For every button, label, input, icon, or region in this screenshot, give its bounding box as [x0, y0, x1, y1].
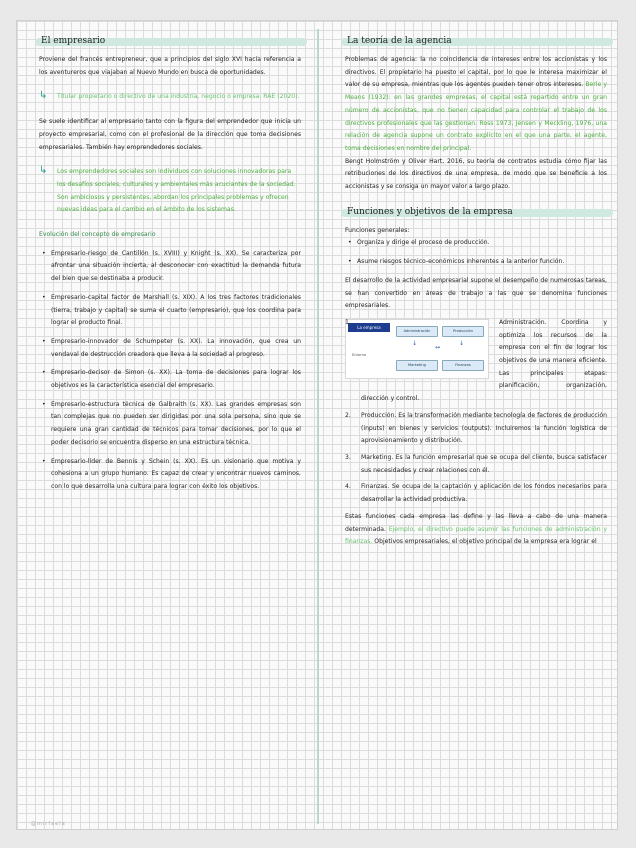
notebook-page — [16, 20, 618, 830]
signature: @mirfaela — [31, 821, 66, 827]
heading-agency — [345, 35, 607, 48]
curved-arrow-icon: ↳ — [39, 90, 48, 102]
heading-text: El empresario — [41, 36, 106, 46]
list-item: • Empresario-capital factor de Marshall (s. XIX). A los tres factores tradicionales (tierra, trabajo y capital) se suma el cuarto (empresario), que los coordina para lograr el producto final. — [51, 292, 301, 330]
heading-empresario — [39, 35, 301, 48]
agency-text: Problemas de agencia: la no coincidencia de intereses entre los accionistas y los directivos. El propietario ha puesto el capital, por lo que le interesa maximizar el valor de su empresa, mientras que los agentes pueden tener otros intereses. — [345, 56, 607, 89]
curved-arrow-icon: ↳ — [39, 165, 48, 177]
item-text: Marketing. Es la función empresarial que se ocupa del cliente, busca satisfacer sus necesidades y crear relaciones con él. — [361, 453, 607, 474]
diagram-environment-label: Entorno — [352, 352, 367, 357]
list-item: • Empresario-estructura técnica de Galbraith (s. XX). Las grandes empresas son tan complejas que no pueden ser dirigidas por una sola persona, sino que se requiere una gran cantidad de técnicos para tomar decisiones, por lo que el poder decisorio se encuentra disperso en una estructura técnica. — [51, 399, 301, 450]
list-item: • Organiza y dirige el proceso de producción. — [357, 237, 607, 250]
item-text: Finanzas. Se ocupa de la captación y aplicación de los fondos necesarios para desarrollar la actividad productiva. — [361, 483, 607, 504]
list-item: • Asume riesgos técnico-económicos inherentes a la anterior función. — [357, 256, 607, 269]
closing-example: Ejemplo, el directivo puede asumir las funciones de administración y finanzas. — [345, 525, 607, 546]
callout-text: Titular propietario o directivo de una industria, negocio o empresa. RAE (2020). — [57, 93, 300, 101]
evolution-list — [39, 248, 301, 494]
list-item: • Empresario-líder de Bennis y Schein (s. XX). Es un visionario que motiva y cohesiona a un grupo humano. Es capaz de crear y encontrar nuevos caminos, con lo que desarrolla una cultura para lograr con éxito los objetivos. — [51, 456, 301, 494]
paragraph-development: El desarrollo de la actividad empresarial supone el desempeño de numerosas tareas, se han convertido en áreas de trabajo a las que se denomina funciones empresariales. — [345, 276, 607, 310]
column-divider — [317, 29, 319, 824]
callout-social — [39, 166, 301, 217]
list-item — [345, 410, 607, 448]
item-number: 3. — [345, 453, 351, 461]
subheading-general: Funciones generales: — [345, 226, 410, 234]
right-column — [345, 35, 607, 561]
callout-text: Los emprendedores sociales son individuos con soluciones innovadoras para los desafíos sociales, culturales y ambientales más acuciantes de la sociedad. Son ambiciosos y persistentes, abordan los principales problemas y ofrecen nuevas ideas para el cambio en el ámbito de los sistemas. — [57, 168, 296, 214]
item-text: Producción. Es la transformación mediante tecnología de factores de producción (inputs) en bienes y servicios (outputs). Incluiremos la función logística de aprovisionamiento y distribución. — [361, 411, 607, 445]
diagram-box-finance: Finanzas — [442, 360, 484, 371]
item-number: 2. — [345, 411, 351, 419]
item-text: Administración. Coordina y optimiza los recursos de la empresa con el fin de lograr los objetivos de una manera eficiente. Las principales etapas: planificación, organización, dirección y control. — [361, 318, 607, 403]
agency-green-text: Berle y Means (1932): en las grandes empresas, el capital está repartido entre un gran número de accionistas, que no tienen capacidad para controlar el trabajo de los directivos profesionales que las gestionan. Ross 1973, Jensen y Meckling, 1976, una relación de agencia supone un contrato explícito en el que una parte, el agente, toma decisiones en nombre del principal. — [345, 81, 607, 152]
arrow-down-icon: ↓ — [459, 339, 465, 347]
list-item — [345, 452, 607, 477]
closing-text: Estas funciones cada empresa las define y las lleva a cabo de una manera determinada. — [345, 512, 607, 533]
callout-rae — [39, 91, 301, 104]
closing-objectives: Objetivos empresariales, el objetivo principal de la empresa era lograr el — [374, 538, 597, 546]
heading-functions — [345, 206, 607, 219]
left-column — [39, 35, 301, 504]
general-functions-list — [345, 237, 607, 268]
paragraph-holmstrom: Bengt Holmström y Oliver Hart, 2016, su teoría de contratos estudia cómo fijar las retribuciones de los directivos de una empresa, de modo que se beneficie a los accionistas y se consiga un mayor valor a largo plazo. — [345, 157, 607, 191]
functions-numbered-list — [345, 317, 607, 507]
item-number: 1. — [345, 318, 351, 326]
diagram-company-label: La empresa — [348, 323, 390, 332]
diagram-box-admin: Administración — [396, 326, 438, 337]
heading-text: Funciones y objetivos de la empresa — [347, 206, 513, 217]
list-item: • Empresario-innovador de Schumpeter (s. XX). La innovación, que crea un vendaval de destrucción creadora que lleva a la sociedad al progreso. — [51, 336, 301, 361]
diagram-box-production: Producción — [442, 326, 484, 337]
paragraph-closing — [345, 511, 607, 549]
paragraph-origin: Proviene del francés entrepreneur, que a principios del siglo XVI hacía referencia a los aventureros que viajaban al Nuevo Mundo en busca de oportunidades. — [39, 56, 301, 76]
diagram-box-marketing: Marketing — [396, 360, 438, 371]
arrow-left-right-icon: ↔ — [435, 343, 441, 351]
paragraph-identify: Se suele identificar al empresario tanto con la figura del emprendedor que inicia un proyecto empresarial, como con el profesional de la dirección que toma decisiones empresariales. También hay emprendedores sociales. — [39, 118, 301, 151]
paragraph-agency — [345, 54, 607, 156]
item-number: 4. — [345, 483, 351, 491]
subheading-evolution: Evolución del concepto de empresario — [39, 231, 156, 239]
list-item — [345, 481, 607, 506]
list-item: • Empresario-decisor de Simon (s. XX). La toma de decisiones para lograr los objetivos es la característica esencial del empresario. — [51, 367, 301, 392]
arrow-down-icon: ↓ — [412, 339, 418, 347]
list-item: • Empresario-riesgo de Cantillón (s. XVIII) y Knight (s. XX). Se caracteriza por afrontar una situación incierta, al desconocer con exactitud la demanda futura del bien que se destinaba a producir. — [51, 248, 301, 286]
heading-text: La teoría de la agencia — [347, 36, 452, 46]
